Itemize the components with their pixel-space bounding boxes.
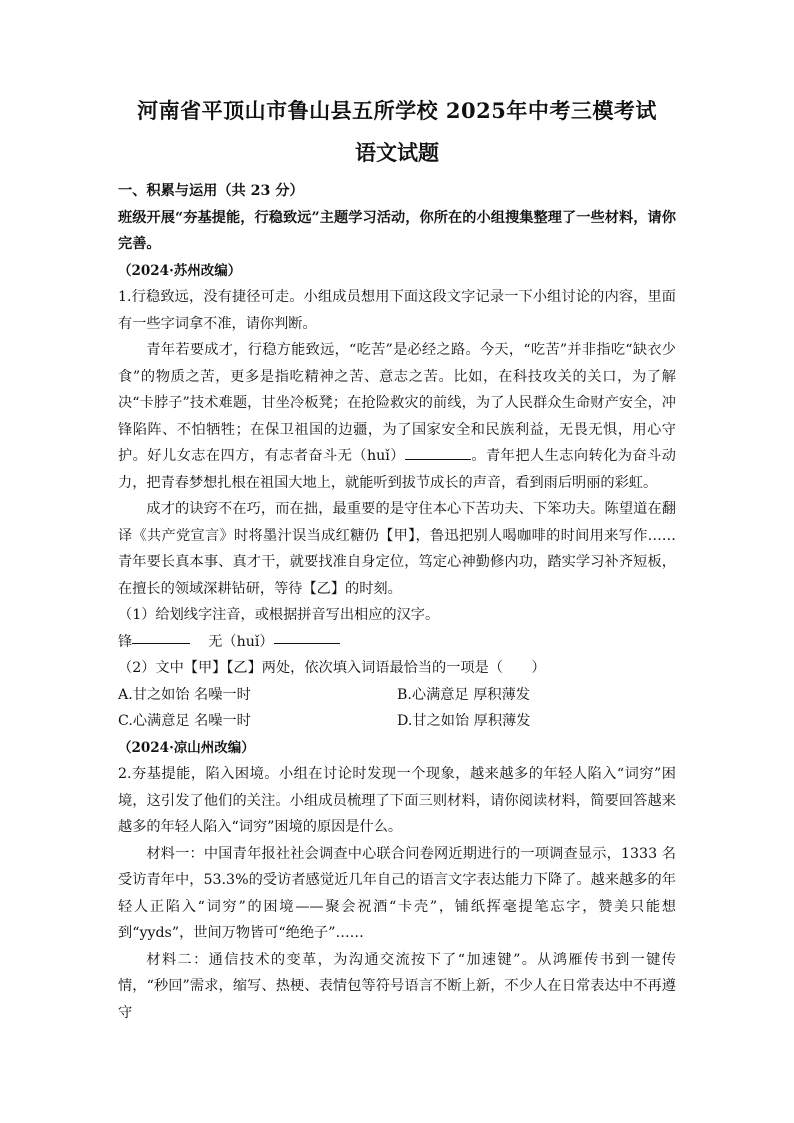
answer-blank[interactable] [405, 445, 471, 460]
q2-source: （2024·凉山州改编） [118, 739, 255, 756]
q2-stem: 2.夯基提能，陷入困境。小组在讨论时发现一个现象，越来越多的年轻人陷入“词穷”困境，这引发了他们的关注。小组成员梳理了下面三则材料，请你阅读材料，简要回答越来越多的年轻人陷入“词穷”困境的原因是什么。 [118, 766, 676, 835]
fill-label-a: 锋 [118, 633, 133, 650]
q1-passage-paragraph-2: 成才的诀窍不在巧，而在拙，最重要的是守住本心下苦功夫、下笨功夫。陈望道在翻译《共产党宣言》时将墨汁误当成红糖仍【甲】，鲁迅把别人喝咖啡的时间用来写作……青年要长真本事、真才干，就要找准自身定位，笃定心神勤修内功，踏实学习补齐短板，在擅长的领域深耕钻研，等待【乙】的时刻。 [118, 501, 676, 597]
q2-material-1: 材料一：中国青年报社社会调查中心联合问卷网近期进行的一项调查显示，1333 名受访青年中，53.3%的受访者感觉近几年自己的语言文字表达能力下降了。越来越多的年轻人正陷入“词穷”的困境——聚会祝酒“卡壳”，铺纸挥毫提笔忘字，赞美只能想到“yyds”，世间万物皆可“绝绝子”…… [118, 845, 676, 941]
q1-stem: 1.行稳致远，没有捷径可走。小组成员想用下面这段文字记录一下小组讨论的内容，里面有一些字词拿不准，请你判断。 [118, 289, 676, 332]
exam-subtitle: 语文试题 [355, 140, 439, 165]
q2-material-2: 材料二：通信技术的变革，为沟通交流按下了“加速键”。从鸿雁传书到一键传情，“秒回”需求，缩写、热梗、表情包等符号语言不断上新，不少人在日常表达中不再遵守 [118, 951, 676, 1021]
q1-sub-question-1: （1）给划线字注音，或根据拼音写出相应的汉字。 [118, 607, 440, 623]
fill-label-b: 无（huǐ） [208, 633, 274, 650]
answer-blank[interactable] [132, 629, 190, 644]
q1-passage-paragraph-1 [118, 337, 676, 496]
q1-fill-line [118, 629, 676, 656]
option-a[interactable]: A.甘之如饴 名噪一时 [118, 686, 251, 703]
section-heading: 一、积累与运用（共 23 分） [118, 183, 304, 199]
q1-passage-text-a: 青年若要成才，行稳方能致远，“吃苦”是必经之路。今天，“吃苦”并非指吃“缺衣少食”的物质之苦，更多是指吃精神之苦、意志之苦。比如，在科技攻关的关口，为了解决“卡脖子”技术难题，甘坐冷板凳；在抢险救灾的前线，为了人民群众生命财产安全，冲锋陷阵、不怕牺牲；在保卫祖国的边疆，为了国家安全和民族利益，无畏无惧，用心守护。好儿女志在四方，有志者奋斗无（huǐ） [118, 342, 676, 464]
options-row-2 [118, 708, 676, 735]
exam-title: 河南省平顶山市鲁山县五所学校 2025年中考三模考试 [137, 98, 657, 123]
section-intro: 班级开展“夯基提能，行稳致远”主题学习活动，你所在的小组搜集整理了一些材料，请你完善。 [118, 209, 676, 252]
q1-sub-question-2: （2）文中【甲】【乙】两处，依次填入词语最恰当的一项是（ ） [118, 660, 546, 676]
answer-blank[interactable] [274, 629, 340, 644]
q1-source: （2024·苏州改编） [118, 262, 242, 279]
q1-passage-text-b: 。青年把人生志向转化为奋斗动力，把青春梦想扎根在祖国大地上，就能听到拔节成长的声音，看到雨后明丽的彩虹。 [118, 448, 676, 491]
option-d[interactable]: D.甘之如饴 厚积薄发 [397, 713, 531, 729]
option-b[interactable]: B.心满意足 厚积薄发 [397, 686, 530, 703]
option-c[interactable]: C.心满意足 名噪一时 [118, 713, 251, 729]
options-row-1 [118, 682, 676, 709]
